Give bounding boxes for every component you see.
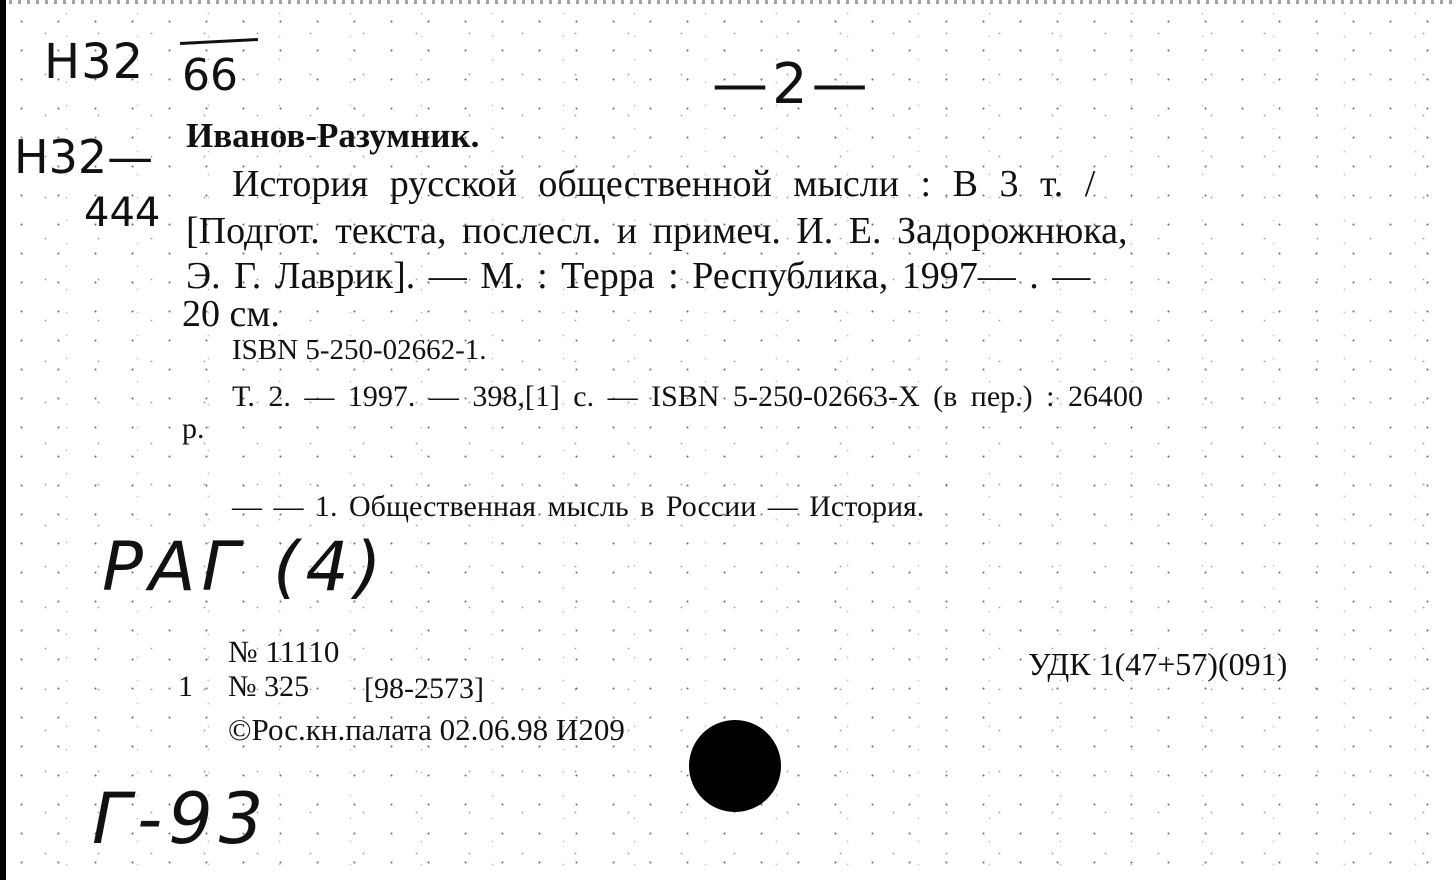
entry-isbn: ISBN 5-250-02662-1.	[232, 334, 487, 366]
entry-volume-line2: р.	[182, 412, 205, 445]
footer-chamber: ©Рос.кн.палата 02.06.98 И209	[228, 712, 625, 747]
handwritten-page-mark: —2—	[712, 52, 872, 117]
handwritten-g-mark: Г-93	[92, 778, 270, 860]
footer-number1: № 11110	[228, 634, 340, 669]
entry-title-line2: [Подгот. текста, послесл. и примеч. И. Е. Задорожнюка,	[186, 210, 1128, 252]
entry-volume-line1: Т. 2. — 1997. — 398,[1] с. — ISBN 5-250-02663-X (в пер.) : 26400	[232, 380, 1143, 413]
punch-hole	[689, 720, 781, 812]
footer-copies: 1	[178, 670, 193, 703]
fraction-bar	[180, 38, 258, 45]
handwritten-rag-mark: РАГ (4)	[102, 528, 388, 607]
card-top-edge	[0, 0, 1456, 4]
entry-size: 20 см.	[182, 293, 280, 335]
footer-udk: УДК 1(47+57)(091)	[1028, 646, 1288, 682]
footer-order: [98-2573]	[364, 672, 484, 705]
handwritten-shelfmark-top: Н32	[44, 34, 145, 90]
card-left-edge	[0, 0, 6, 880]
handwritten-shelfmark-number: 444	[84, 190, 161, 236]
footer-number2: № 325	[228, 670, 310, 703]
entry-subject: — — 1. Общественная мысль в России — История.	[232, 490, 925, 523]
handwritten-shelfmark-fraction: 66	[182, 50, 238, 101]
entry-title-line3: Э. Г. Лаврик]. — М. : Терра : Республика, 1997— . —	[186, 255, 1091, 297]
entry-title-line1: История русской общественной мысли : В 3 т. /	[232, 163, 1096, 205]
handwritten-shelfmark-left: Н32—	[14, 130, 154, 184]
entry-author: Иванов-Разумник.	[186, 116, 480, 155]
